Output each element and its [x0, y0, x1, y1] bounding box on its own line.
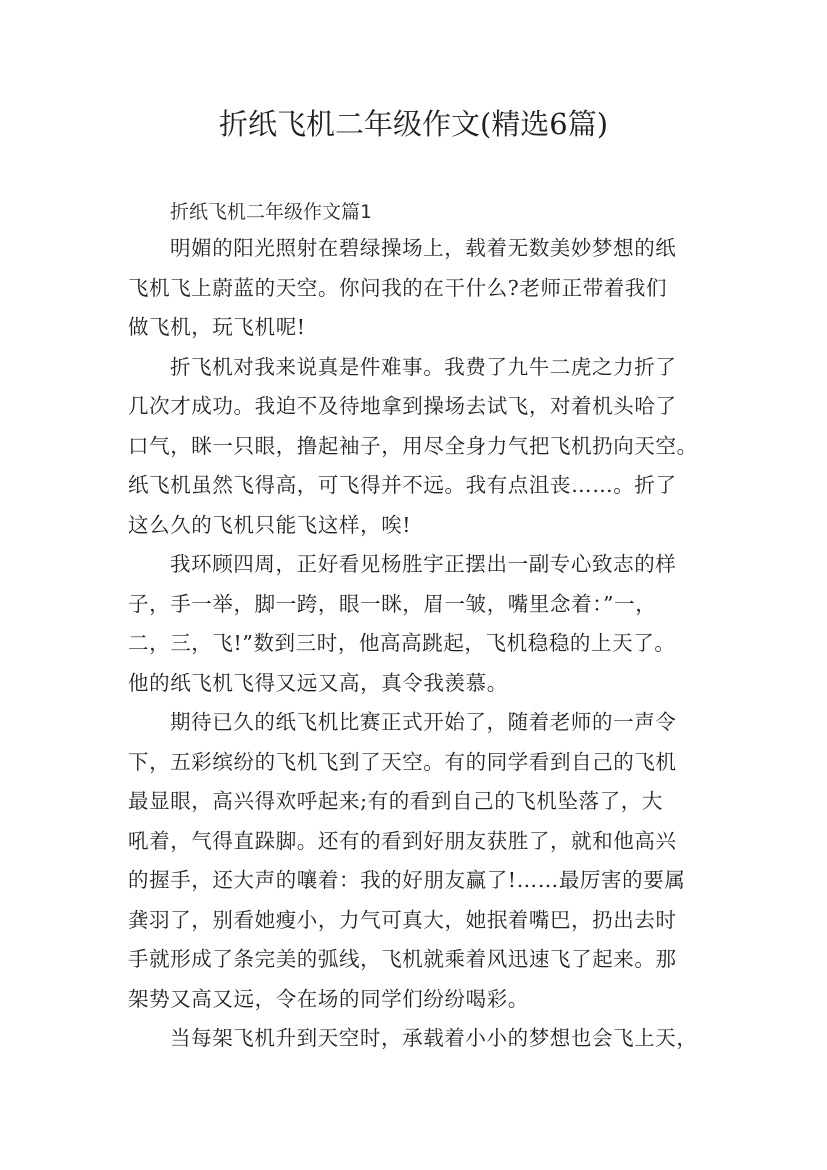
text-line: 我环顾四周，正好看见杨胜宇正摆出一副专心致志的样	[170, 552, 677, 576]
text-line: 这么久的飞机只能飞这样，唉!	[128, 512, 412, 537]
text-line: 纸飞机虽然飞得高，可飞得并不远。我有点沮丧……。折了	[128, 473, 677, 497]
text-line: 下，五彩缤纷的飞机飞到了天空。有的同学看到自己的飞机	[128, 749, 677, 774]
text-line: 期待已久的纸飞机比赛正式开始了，随着老师的一声令	[170, 710, 677, 734]
section-heading: 折纸飞机二年级作文篇1	[170, 201, 372, 223]
text-line: 折飞机对我来说真是件难事。我费了九牛二虎之力折了	[170, 354, 677, 379]
text-line: 二，三，飞!”数到三时，他高高跳起，飞机稳稳的上天了。	[128, 631, 676, 655]
text-line: 手就形成了条完美的弧线，飞机就乘着风迅速飞了起来。那	[128, 947, 677, 971]
paragraph-1	[128, 229, 718, 348]
text-line: 子，手一举，脚一跨，眼一眯，眉一皱，嘴里念着：”一，	[128, 591, 657, 616]
text-line: 几次才成功。我迫不及待地拿到操场去试飞，对着机头哈了	[128, 394, 677, 418]
text-line: 当每架飞机升到天空时，承载着小小的梦想也会飞上天，	[170, 1026, 698, 1050]
text-line: 最显眼，高兴得欢呼起来;有的看到自己的飞机坠落了，大	[128, 789, 664, 813]
document-title: 折纸飞机二年级作文(精选6篇)	[218, 107, 609, 141]
document-body	[128, 195, 718, 1059]
paragraph-4	[128, 703, 718, 1019]
text-line: 口气，眯一只眼，撸起袖子，用尽全身力气把飞机扔向天空。	[128, 433, 698, 458]
text-line: 他的纸飞机飞得又远又高，真令我羡慕。	[128, 670, 508, 695]
text-line: 做飞机，玩飞机呢!	[128, 315, 306, 339]
paragraph-2	[128, 348, 718, 546]
paragraph-3	[128, 545, 718, 703]
paragraph-5	[128, 1019, 718, 1059]
text-line: 的握手，还大声的嚷着：我的好朋友赢了!……最厉害的要属	[128, 868, 686, 892]
text-line: 飞机飞上蔚蓝的天空。你问我的在干什么?老师正带着我们	[128, 275, 668, 300]
text-line: 架势又高又远，令在场的同学们纷纷喝彩。	[128, 986, 529, 1011]
text-line: 明媚的阳光照射在碧绿操场上，载着无数美妙梦想的纸	[170, 236, 677, 260]
text-line: 吼着，气得直跺脚。还有的看到好朋友获胜了，就和他高兴	[128, 828, 677, 853]
text-line: 龚羽了，别看她瘦小，力气可真大，她抿着嘴巴，扔出去时	[128, 907, 677, 932]
